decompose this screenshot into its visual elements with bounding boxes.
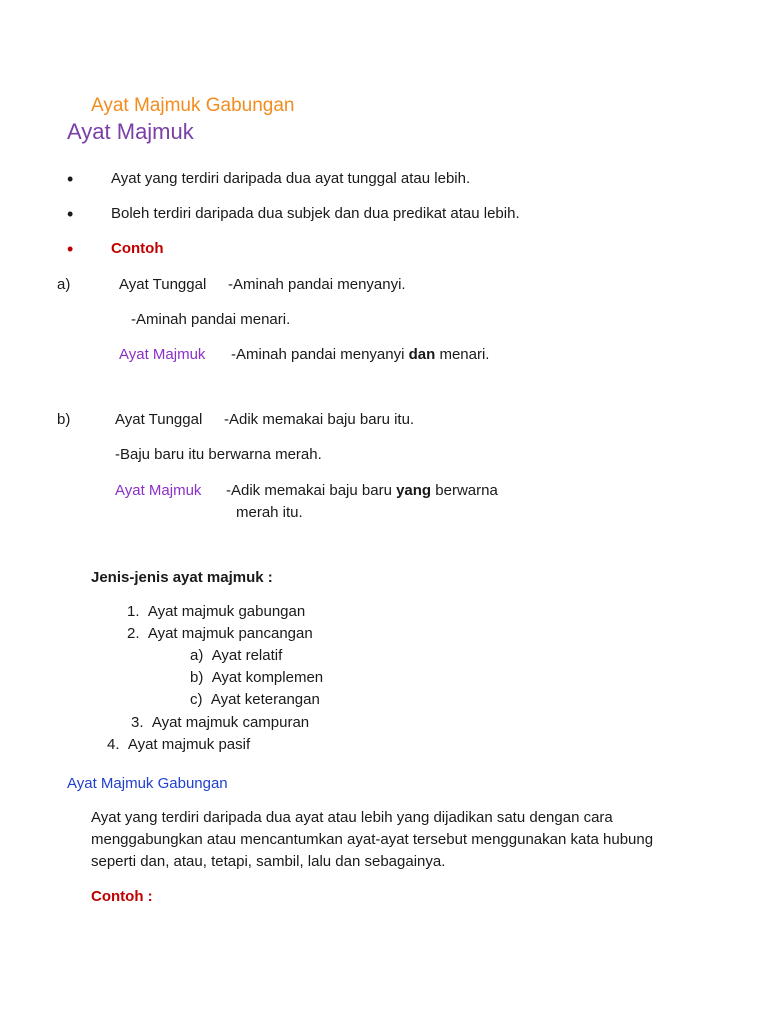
example-a-majmuk-label: Ayat Majmuk [119,346,206,363]
bullet-2-text: Boleh terdiri daripada dua subjek dan dua predikat atau lebih. [111,205,520,222]
type-subitem-a-num: a) [190,647,204,664]
type-item-4 [107,736,250,754]
example-a-tunggal-label: Ayat Tunggal [119,276,207,293]
types-heading: Jenis-jenis ayat majmuk : [91,569,273,586]
example-a-majmuk-sentence [231,346,489,364]
type-item-2-num: 2. [127,625,140,642]
example-b-majmuk-post: berwarna [431,482,498,499]
type-item-4-num: 4. [107,736,120,753]
subsection-heading: Ayat Majmuk Gabungan [67,775,228,792]
example-label: Contoh [111,240,164,257]
type-item-2-text: Ayat majmuk pancangan [147,625,313,642]
type-subitem-a [190,647,282,665]
definition-paragraph: Ayat yang terdiri daripada dua ayat atau lebih yang dijadikan satu dengan cara menggabungkan atau mencantumkan ayat-ayat tersebut menggunakan kata hubung seperti dan, atau, tetapi, sambil, lalu dan sebagainya. [91,809,654,870]
type-item-2 [127,625,313,643]
type-subitem-b-num: b) [190,669,204,686]
type-item-3 [131,714,309,732]
bullet-3-symbol: • [67,239,74,259]
type-subitem-c [190,691,320,709]
example-a-marker: a) [57,276,71,293]
type-item-3-num: 3. [131,714,144,731]
example-b-majmuk-pre: -Adik memakai baju baru [226,482,397,499]
example-a-sentence-1: -Aminah pandai menyanyi. [228,276,406,293]
example-b-majmuk-label: Ayat Majmuk [115,482,202,499]
example-label-2: Contoh : [91,888,153,905]
bullet-1-text: Ayat yang terdiri daripada dua ayat tunggal atau lebih. [111,170,471,187]
example-a-majmuk-post: menari. [435,346,490,363]
type-item-1-num: 1. [127,603,140,620]
page-title: Ayat Majmuk Gabungan [91,95,295,116]
example-b-sentence-1: -Adik memakai baju baru itu. [224,411,415,428]
bullet-1-symbol: • [67,169,74,189]
type-subitem-b-text: Ayat komplemen [211,669,324,686]
example-b-conjunction: yang [396,482,432,499]
example-b-tunggal-label: Ayat Tunggal [115,411,203,428]
example-a-majmuk-pre: -Aminah pandai menyanyi [231,346,409,363]
type-subitem-c-num: c) [190,691,203,708]
type-item-3-text: Ayat majmuk campuran [151,714,310,731]
type-item-1-text: Ayat majmuk gabungan [147,603,306,620]
type-subitem-a-text: Ayat relatif [211,647,283,664]
bullet-2-symbol: • [67,204,74,224]
example-b-marker: b) [57,411,71,428]
type-subitem-c-text: Ayat keterangan [210,691,320,708]
section-heading: Ayat Majmuk [67,119,194,144]
example-a-conjunction: dan [408,346,436,363]
example-b-majmuk-line2: merah itu. [236,504,303,521]
example-a-sentence-2: -Aminah pandai menari. [131,311,291,328]
example-b-majmuk-sentence [226,482,498,500]
type-item-1 [127,603,305,621]
example-b-sentence-2: -Baju baru itu berwarna merah. [115,446,322,463]
type-subitem-b [190,669,323,687]
type-item-4-text: Ayat majmuk pasif [127,736,251,753]
